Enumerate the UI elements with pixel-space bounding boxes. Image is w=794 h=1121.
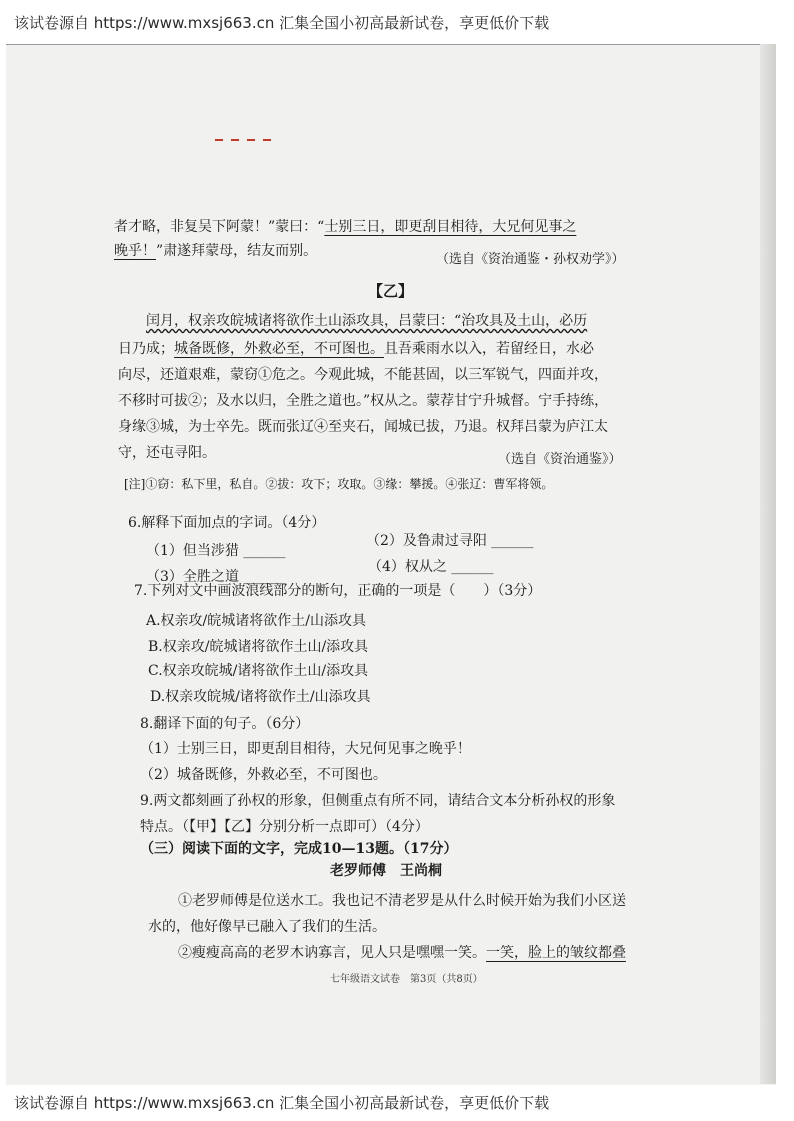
q6-item-2: （2）及鲁肃过寻阳 ______ [366, 533, 534, 549]
red-ink-marks [215, 126, 279, 145]
yi-source: （选自《资治通鉴》） [498, 452, 622, 467]
q8-sentence-1: （1）士别三日，即更刮目相待，大兄何见事之晚乎！ [140, 741, 471, 757]
q7-stem: 7.下列对文中画波浪线部分的断句，正确的一项是（ ）（3分） [134, 583, 542, 599]
yi-title: 【乙】 [368, 282, 414, 300]
q6-item-3: （3）全胜之道 ______ [146, 569, 286, 585]
underlined-sentence: 士别三日，即更刮目相待，大兄何见事之 [324, 219, 577, 235]
paper-edge [760, 44, 776, 1084]
yi-para-line-5: 身缘③城，为士卒先。既而张辽④至夹石，闻城已拔，乃退。权拜吕蒙为庐江太 [118, 419, 608, 435]
jia-line-2: 晚乎！”肃遂拜蒙母，结友而别。 [114, 243, 318, 259]
q7-option-a: A.权亲攻/皖城诸将欲作土/山添攻具 [146, 613, 366, 629]
yi-para-line-1: 闰月，权亲攻皖城诸将欲作土山添攻具，吕蒙曰：“治攻具及土山，必历 [146, 313, 588, 329]
yi-para-line-4: 不移时可拔②；及水以归，全胜之道也。”权从之。蒙荐甘宁升城督。宁手持练， [118, 393, 609, 409]
q8-sentence-2: （2）城备既修，外救必至，不可图也。 [140, 767, 387, 783]
page-footer: 七年级语文试卷 第3页（共8页） [330, 974, 483, 985]
yi-para-line-2: 日乃成；城备既修，外救必至，不可图也。且吾乘雨水以入，若留经日，水必 [118, 341, 594, 357]
q7-option-b: B.权亲攻/皖城诸将欲作土山/添攻具 [148, 639, 369, 655]
yi-para-line-3: 向尽，还道艰难，蒙窃①危之。今观此城，不能甚固，以三军锐气，四面并攻， [118, 367, 608, 383]
article-title: 老罗师傅 王尚桐 [330, 863, 442, 879]
jia-source: （选自《资治通鉴・孙权劝学》） [436, 252, 625, 267]
yi-note: [注]①窃：私下里，私自。②拔：攻下；攻取。③缘：攀援。④张辽：曹军将领。 [124, 477, 554, 491]
article-para-1-line-1: ①老罗师傅是位送水工。我也记不清老罗是从什么时候开始为我们小区送 [178, 893, 626, 909]
section3-heading: （三）阅读下面的文字，完成10—13题。（17分） [140, 841, 458, 857]
article-para-2-line-1: ②瘦瘦高高的老罗木讷寡言，见人只是嘿嘿一笑。一笑，脸上的皱纹都叠 [178, 945, 626, 961]
q6-item-1: （1）但当涉猎 ______ [146, 543, 286, 559]
source-banner-bottom: 该试卷源自 https://www.mxsj663.cn 汇集全国小初高最新试卷，享更低价下载 [14, 1094, 550, 1112]
jia-line-1: 者才略，非复吴下阿蒙！”蒙曰：“士别三日，即更刮目相待，大兄何见事之 [114, 219, 577, 235]
source-banner-top: 该试卷源自 https://www.mxsj663.cn 汇集全国小初高最新试卷，享更低价下载 [14, 14, 550, 32]
q6-stem: 6.解释下面加点的字词。（4分） [128, 515, 326, 531]
yi-para-line-6: 守，还屯寻阳。 [118, 445, 216, 461]
article-para-1-line-2: 水的，他好像早已融入了我们的生活。 [148, 919, 386, 935]
q9-line-2: 特点。（【甲】【乙】分别分析一点即可）（4分） [140, 819, 429, 835]
q6-item-4: （4）权从之 ______ [368, 559, 494, 575]
q8-stem: 8.翻译下面的句子。（6分） [140, 716, 310, 732]
q7-option-c: C.权亲攻皖城/诸将欲作土山/添攻具 [148, 663, 369, 679]
q9-line-1: 9.两文都刻画了孙权的形象，但侧重点有所不同，请结合文本分析孙权的形象 [140, 793, 616, 809]
q7-option-d: D.权亲攻皖城/诸将欲作土/山添攻具 [150, 689, 371, 705]
